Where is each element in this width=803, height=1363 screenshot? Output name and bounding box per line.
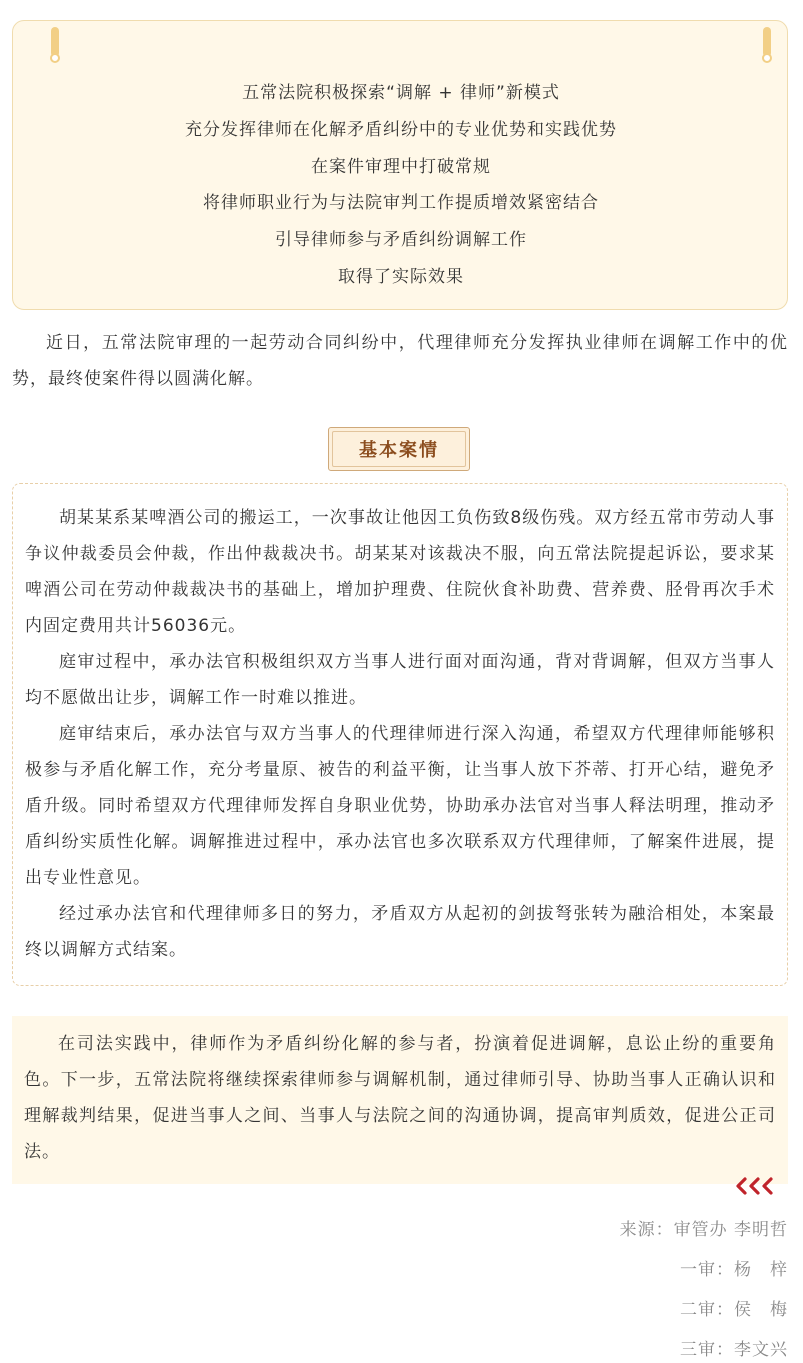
lead-paragraph: 近日，五常法院审理的一起劳动合同纠纷中，代理律师充分发挥执业律师在调解工作中的优势，最终使案件得以圆满化解。 xyxy=(12,333,788,389)
intro-line: 将律师职业行为与法院审判工作提质增效紧密结合 xyxy=(203,193,599,214)
case-paragraph: 胡某某系某啤酒公司的搬运工，一次事故让他因工负伤致8级伤残。双方经五常市劳动人事争议仲裁委员会仲裁，作出仲裁裁决书。胡某某对该裁决不服，向五常法院提起诉讼，要求某啤酒公司在劳动仲裁裁决书的基础上，增加护理费、住院伙食补助费、营养费、胫骨再次手术内固定费用共计56036元。 xyxy=(25,508,775,636)
intro-line: 引导律师参与矛盾纠纷调解工作 xyxy=(275,230,527,251)
case-paragraph: 庭审结束后，承办法官与双方当事人的代理律师进行深入沟通，希望双方代理律师能够积极参与矛盾化解工作，充分考量原、被告的利益平衡，让当事人放下芥蒂、打开心结，避免矛盾升级。同时希望双方代理律师发挥自身职业优势，协助承办法官对当事人释法明理，推动矛盾纠纷实质性化解。调解推进过程中，承办法官也多次联系双方代理律师，了解案件进展，提出专业性意见。 xyxy=(25,724,775,888)
intro-card xyxy=(12,20,788,310)
credits xyxy=(620,1210,788,1363)
intro-line: 在案件审理中打破常规 xyxy=(311,156,491,177)
intro-line: 五常法院积极探索“调解 + 律师”新模式 xyxy=(242,83,560,103)
section-heading-badge xyxy=(328,427,470,471)
binder-clip-icon xyxy=(51,27,59,65)
binder-clip-icon xyxy=(763,27,771,65)
practice-paragraph: 在司法实践中，律师作为矛盾纠纷化解的参与者，扮演着促进调解，息讼止纷的重要角色。下一步，五常法院将继续探索律师参与调解机制，通过律师引导、协助当事人正确认识和理解裁判结果，促进当事人之间、当事人与法院之间的沟通协调，提高审判质效，促进公正司法。 xyxy=(24,1034,776,1162)
credit-review-3: 三审：李文兴 xyxy=(680,1340,788,1360)
credit-source: 来源：审管办 李明哲 xyxy=(619,1220,788,1240)
intro-line: 充分发挥律师在化解矛盾纠纷中的专业优势和实践优势 xyxy=(185,119,617,140)
case-paragraph: 庭审过程中，承办法官积极组织双方当事人进行面对面沟通，背对背调解，但双方当事人均不愿做出让步，调解工作一时难以推进。 xyxy=(25,652,775,708)
case-card xyxy=(12,483,788,986)
triple-chevron-left-icon xyxy=(735,1175,779,1197)
intro-lines xyxy=(13,75,789,296)
practice-block xyxy=(12,1016,788,1184)
intro-line: 取得了实际效果 xyxy=(338,266,464,287)
section-title: 基本案情 xyxy=(359,440,439,461)
credit-review-1: 一审：杨 梓 xyxy=(680,1260,788,1280)
case-paragraph: 经过承办法官和代理律师多日的努力，矛盾双方从起初的剑拔弩张转为融洽相处，本案最终以调解方式结案。 xyxy=(25,904,775,960)
credit-review-2: 二审：侯 梅 xyxy=(680,1300,788,1320)
